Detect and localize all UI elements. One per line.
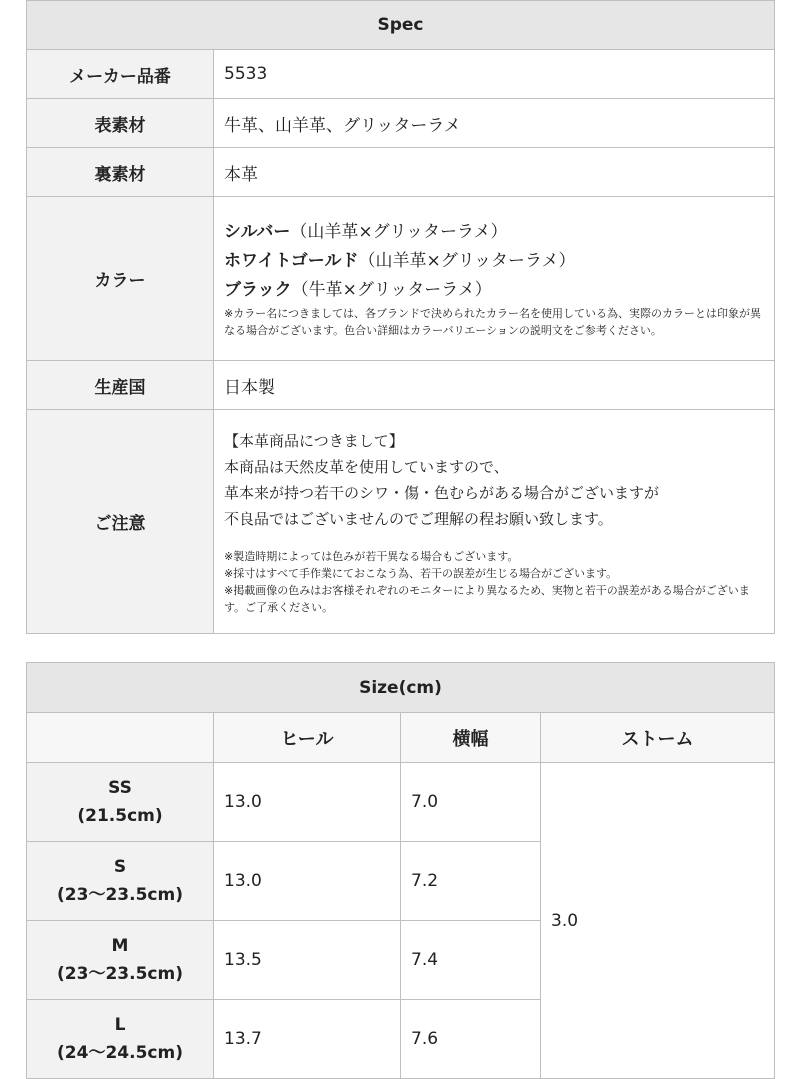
outer-label: 表素材 bbox=[27, 99, 214, 148]
caution-value bbox=[214, 410, 775, 634]
caution-line: 本商品は天然皮革を使用していますので、 bbox=[224, 457, 509, 476]
color-item bbox=[224, 247, 764, 276]
spec-title: Spec bbox=[27, 1, 775, 50]
color-detail: （牛革×グリッターラメ） bbox=[291, 280, 492, 300]
lining-value: 本革 bbox=[214, 148, 775, 197]
color-detail: （山羊革×グリッターラメ） bbox=[290, 222, 508, 242]
size-name: L bbox=[114, 1015, 126, 1035]
size-range: (24～24.5cm) bbox=[57, 1043, 183, 1063]
origin-label: 生産国 bbox=[27, 361, 214, 410]
color-name: シルバー bbox=[224, 222, 291, 242]
corner-cell bbox=[27, 713, 214, 763]
width-value: 7.0 bbox=[401, 763, 541, 842]
caution-note: ※製造時期によっては色みが若干異なる場合もございます。 bbox=[224, 549, 519, 563]
spec-row-outer bbox=[27, 99, 775, 148]
maker-label: メーカー品番 bbox=[27, 50, 214, 99]
col-width: 横幅 bbox=[401, 713, 541, 763]
size-range: (23～23.5cm) bbox=[57, 964, 183, 984]
heel-value: 13.5 bbox=[214, 921, 401, 1000]
outer-value: 牛革、山羊革、グリッターラメ bbox=[214, 99, 775, 148]
color-name: ホワイトゴールド bbox=[224, 251, 359, 271]
col-heel: ヒール bbox=[214, 713, 401, 763]
size-range: (23～23.5cm) bbox=[57, 885, 183, 905]
width-value: 7.2 bbox=[401, 842, 541, 921]
heel-value: 13.7 bbox=[214, 1000, 401, 1079]
width-value: 7.6 bbox=[401, 1000, 541, 1079]
maker-value: 5533 bbox=[214, 50, 775, 99]
color-name: ブラック bbox=[224, 280, 292, 300]
spec-row-maker bbox=[27, 50, 775, 99]
size-label bbox=[27, 1000, 214, 1079]
caution-line: 【本革商品につきまして】 bbox=[224, 431, 404, 450]
size-table bbox=[26, 662, 775, 1079]
caution-label: ご注意 bbox=[27, 410, 214, 634]
color-note: ※カラー名につきましては、各ブランドで決められたカラー名を使用している為、実際のカラーとは印象が異なる場合がございます。色合い詳細はカラーバリエーションの説明文をご参考ください。 bbox=[224, 307, 761, 337]
color-detail: （山羊革×グリッターラメ） bbox=[358, 251, 576, 271]
size-name: SS bbox=[108, 778, 132, 798]
color-label: カラー bbox=[27, 197, 214, 361]
spec-row-lining bbox=[27, 148, 775, 197]
storm-value: 3.0 bbox=[541, 763, 775, 1079]
spec-row-caution bbox=[27, 410, 775, 634]
spec-row-origin bbox=[27, 361, 775, 410]
origin-value: 日本製 bbox=[214, 361, 775, 410]
heel-value: 13.0 bbox=[214, 842, 401, 921]
size-row bbox=[27, 763, 775, 842]
color-item bbox=[224, 276, 764, 305]
width-value: 7.4 bbox=[401, 921, 541, 1000]
size-title: Size(cm) bbox=[27, 663, 775, 713]
color-value bbox=[214, 197, 775, 361]
size-label bbox=[27, 921, 214, 1000]
size-range: (21.5cm) bbox=[77, 806, 163, 826]
spec-table bbox=[26, 0, 775, 634]
caution-note: ※掲載画像の色みはお客様それぞれのモニターにより異なるため、実物と若干の誤差がある場合がございます。ご了承ください。 bbox=[224, 583, 750, 614]
lining-label: 裏素材 bbox=[27, 148, 214, 197]
caution-line: 革本来が持つ若干のシワ・傷・色むらがある場合がございますが bbox=[224, 483, 660, 502]
spec-row-color bbox=[27, 197, 775, 361]
size-label bbox=[27, 842, 214, 921]
size-header-row bbox=[27, 713, 775, 763]
size-name: M bbox=[111, 936, 129, 956]
col-storm: ストーム bbox=[541, 713, 775, 763]
size-name: S bbox=[113, 857, 127, 877]
color-item bbox=[224, 218, 764, 247]
heel-value: 13.0 bbox=[214, 763, 401, 842]
caution-note: ※採寸はすべて手作業にておこなう為、若干の誤差が生じる場合がございます。 bbox=[224, 566, 618, 580]
size-label bbox=[27, 763, 214, 842]
caution-line: 不良品ではございませんのでご理解の程お願い致します。 bbox=[224, 509, 613, 528]
